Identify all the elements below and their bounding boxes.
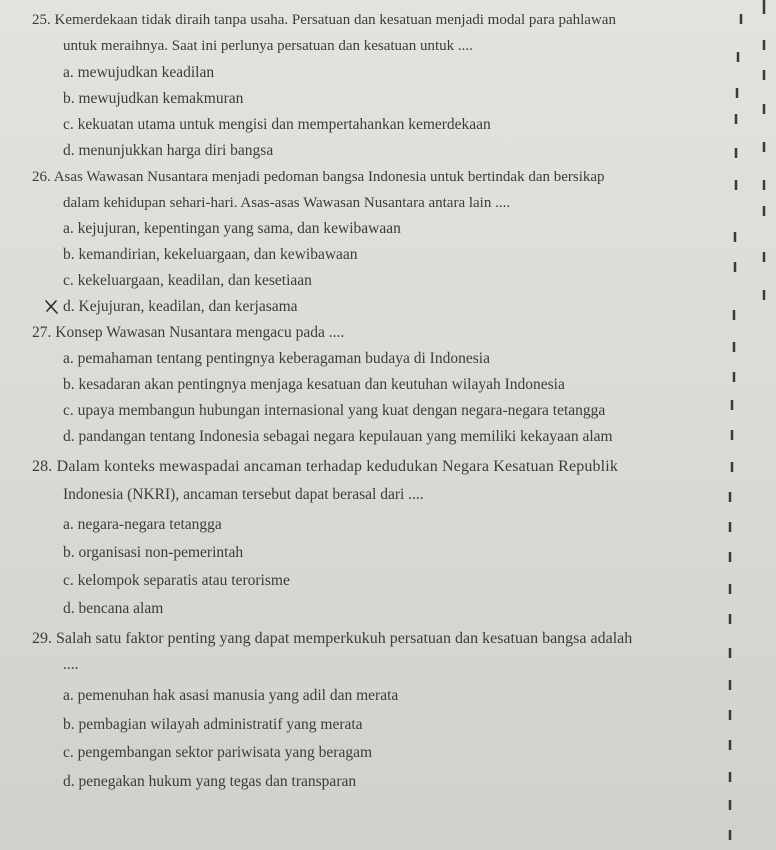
question-26-option-c[interactable]: c. kekeluargaan, keadilan, dan kesetiaan	[63, 272, 312, 289]
question-27-stem-line-1: 27. Konsep Wawasan Nusantara mengacu pada ....	[32, 324, 345, 341]
question-28-option-d[interactable]: d. bencana alam	[63, 600, 164, 617]
question-25-option-c[interactable]: c. kekuatan utama untuk mengisi dan mempertahankan kemerdekaan	[63, 116, 491, 133]
question-28-number: 28.	[32, 458, 53, 475]
question-27-option-b[interactable]: b. kesadaran akan pentingnya menjaga kesatuan dan keutuhan wilayah Indonesia	[63, 376, 565, 393]
question-25-option-d[interactable]: d. menunjukkan harga diri bangsa	[63, 142, 274, 159]
question-25-option-a[interactable]: a. mewujudkan keadilan	[63, 64, 215, 81]
margin-dash-lines	[676, 0, 776, 850]
question-25-number: 25.	[32, 12, 51, 28]
question-28-option-c[interactable]: c. kelompok separatis atau terorisme	[63, 572, 290, 589]
question-28-option-b[interactable]: b. organisasi non-pemerintah	[63, 544, 244, 561]
question-27-option-a[interactable]: a. pemahaman tentang pentingnya keberagaman budaya di Indonesia	[63, 350, 490, 367]
question-25-option-b[interactable]: b. mewujudkan kemakmuran	[63, 90, 244, 107]
question-26-number: 26.	[32, 169, 51, 185]
handwritten-check-mark-icon	[44, 298, 60, 316]
question-29-option-a[interactable]: a. pemenuhan hak asasi manusia yang adil dan merata	[63, 687, 399, 704]
question-27-number: 27.	[32, 324, 52, 341]
question-25-stem-line-2: untuk meraihnya. Saat ini perlunya persatuan dan kesatuan untuk ....	[63, 38, 473, 54]
question-26-option-b[interactable]: b. kemandirian, kekeluargaan, dan kewibawaan	[63, 246, 358, 263]
question-28-option-a[interactable]: a. negara-negara tetangga	[63, 516, 222, 533]
question-28-stem-line-1: 28. Dalam konteks mewaspadai ancaman terhadap kedudukan Negara Kesatuan Republik	[32, 458, 619, 475]
question-29-option-c[interactable]: c. pengembangan sektor pariwisata yang beragam	[63, 744, 373, 761]
question-26-stem-line-1: 26. Asas Wawasan Nusantara menjadi pedoman bangsa Indonesia untuk bertindak dan bersikap	[32, 169, 605, 185]
question-27-option-d[interactable]: d. pandangan tentang Indonesia sebagai negara kepulauan yang memiliki kekayaan alam	[63, 428, 613, 445]
question-26-option-d[interactable]: d. Kejujuran, keadilan, dan kerjasama	[63, 298, 298, 315]
question-29-stem-line-2: ....	[63, 656, 79, 673]
question-27-option-c[interactable]: c. upaya membangun hubungan internasional yang kuat dengan negara-negara tetangga	[63, 402, 606, 419]
question-29-number: 29.	[32, 630, 52, 647]
question-25-stem-line-1: 25. Kemerdekaan tidak diraih tanpa usaha. Persatuan dan kesatuan menjadi modal para pahlawan	[32, 12, 616, 28]
question-28-stem-line-2: Indonesia (NKRI), ancaman tersebut dapat berasal dari ....	[63, 486, 424, 503]
question-29-option-d[interactable]: d. penegakan hukum yang tegas dan transparan	[63, 773, 357, 790]
question-29-stem-line-1: 29. Salah satu faktor penting yang dapat memperkukuh persatuan dan kesatuan bangsa adalah	[32, 630, 633, 647]
question-26-option-a[interactable]: a. kejujuran, kepentingan yang sama, dan kewibawaan	[63, 220, 401, 237]
question-29-option-b[interactable]: b. pembagian wilayah administratif yang merata	[63, 716, 363, 733]
question-26-stem-line-2: dalam kehidupan sehari-hari. Asas-asas Wawasan Nusantara antara lain ....	[63, 195, 511, 211]
